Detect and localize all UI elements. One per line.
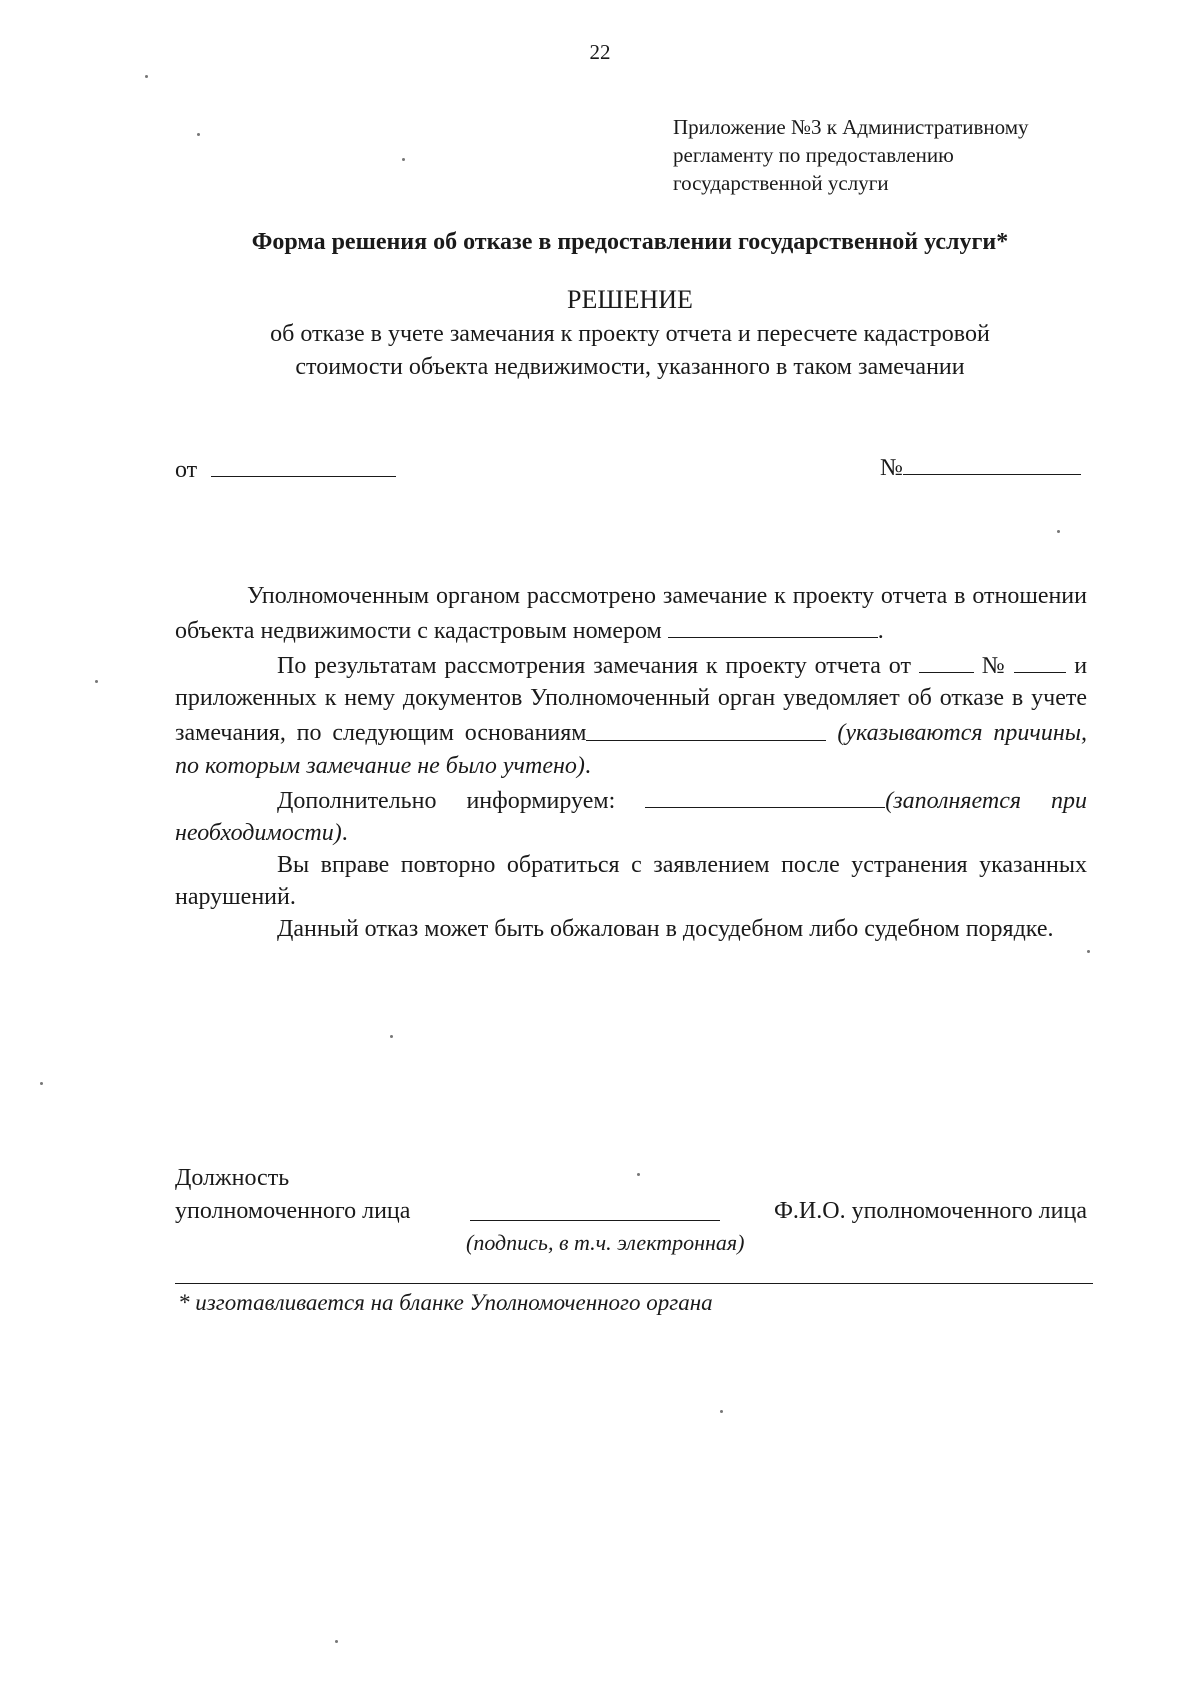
additional-info-blank[interactable] [645, 782, 885, 808]
paragraph-text: По результатам рассмотрения замечания к проекту отчета от [277, 653, 911, 680]
page-number: 22 [589, 40, 611, 64]
appendix-note [673, 113, 1029, 197]
scan-speck [197, 133, 200, 136]
number-blank-line[interactable] [903, 449, 1081, 475]
decision-body [175, 580, 1087, 945]
paragraph-end: . [584, 752, 591, 779]
scan-speck [402, 158, 405, 161]
date-label: от [175, 457, 198, 484]
scan-speck [335, 1640, 338, 1643]
remark-date-blank[interactable] [919, 647, 974, 673]
scan-speck [720, 1410, 723, 1413]
date-field [175, 451, 396, 484]
appendix-line: Приложение №3 к Административному [673, 115, 1029, 139]
footnote-divider [175, 1283, 1093, 1284]
body-paragraph-4: Вы вправе повторно обратиться с заявлением после устранения указанных нарушений. [175, 851, 1087, 910]
signature-block [175, 1162, 1087, 1228]
appendix-line: регламенту по предоставлению [673, 143, 954, 167]
signature-row [175, 1195, 1087, 1228]
scan-speck [1057, 530, 1060, 533]
additional-info-hint: (заполняется при необходимости) [175, 787, 1088, 846]
scan-speck [145, 75, 148, 78]
scan-speck [95, 680, 98, 683]
body-paragraph-5: Данный отказ может быть обжалован в досудебном либо судебном порядке. [277, 915, 1054, 942]
signature-blank-line[interactable] [470, 1195, 720, 1221]
number-label: № [880, 455, 903, 482]
position-label-line-1: Должность [175, 1165, 290, 1191]
signature-hint: (подпись, в т.ч. электронная) [466, 1230, 745, 1255]
paragraph-end: . [877, 618, 884, 645]
position-label-line-2: уполномоченного лица [175, 1198, 411, 1224]
body-paragraph-3 [175, 782, 1087, 849]
decision-subtitle-line: стоимости объекта недвижимости, указанного в таком замечании [295, 354, 965, 380]
date-blank-line[interactable] [211, 451, 396, 477]
footnote: * изготавливается на бланке Уполномоченного органа [178, 1290, 713, 1315]
remark-number-blank[interactable] [1014, 647, 1066, 673]
grounds-blank[interactable] [586, 714, 826, 740]
scan-speck [40, 1082, 43, 1085]
decision-heading: РЕШЕНИЕ [567, 285, 693, 314]
body-paragraph-1 [175, 580, 1087, 647]
form-title: Форма решения об отказе в предоставлении государственной услуги* [251, 229, 1009, 255]
name-label: Ф.И.О. уполномоченного лица [773, 1198, 1087, 1224]
cadastral-number-blank[interactable] [668, 612, 878, 638]
paragraph-text: и приложенных к нему документов Уполномоченный орган уведомляет об отказе в учете замечания, по следующим основаниям [175, 653, 1088, 747]
remark-number-label: № [981, 653, 1007, 680]
paragraph-text: Дополнительно информируем: [277, 787, 616, 814]
paragraph-text: Уполномоченным органом рассмотрено замечание к проекту отчета в отношении объекта недвижимости с кадастровым номером [175, 583, 1087, 645]
decision-subtitle-line: об отказе в учете замечания к проекту отчета и пересчете кадастровой [270, 321, 990, 347]
appendix-line: государственной услуги [673, 171, 889, 195]
number-field [880, 449, 1081, 482]
body-paragraph-2 [175, 647, 1087, 781]
scan-speck [1087, 950, 1090, 953]
decision-subtitle [150, 318, 1110, 384]
scan-speck [390, 1035, 393, 1038]
paragraph-end: . [341, 819, 348, 846]
grounds-hint: (указываются причины, по которым замечание не было учтено) [175, 720, 1087, 779]
scan-speck [637, 1173, 640, 1176]
